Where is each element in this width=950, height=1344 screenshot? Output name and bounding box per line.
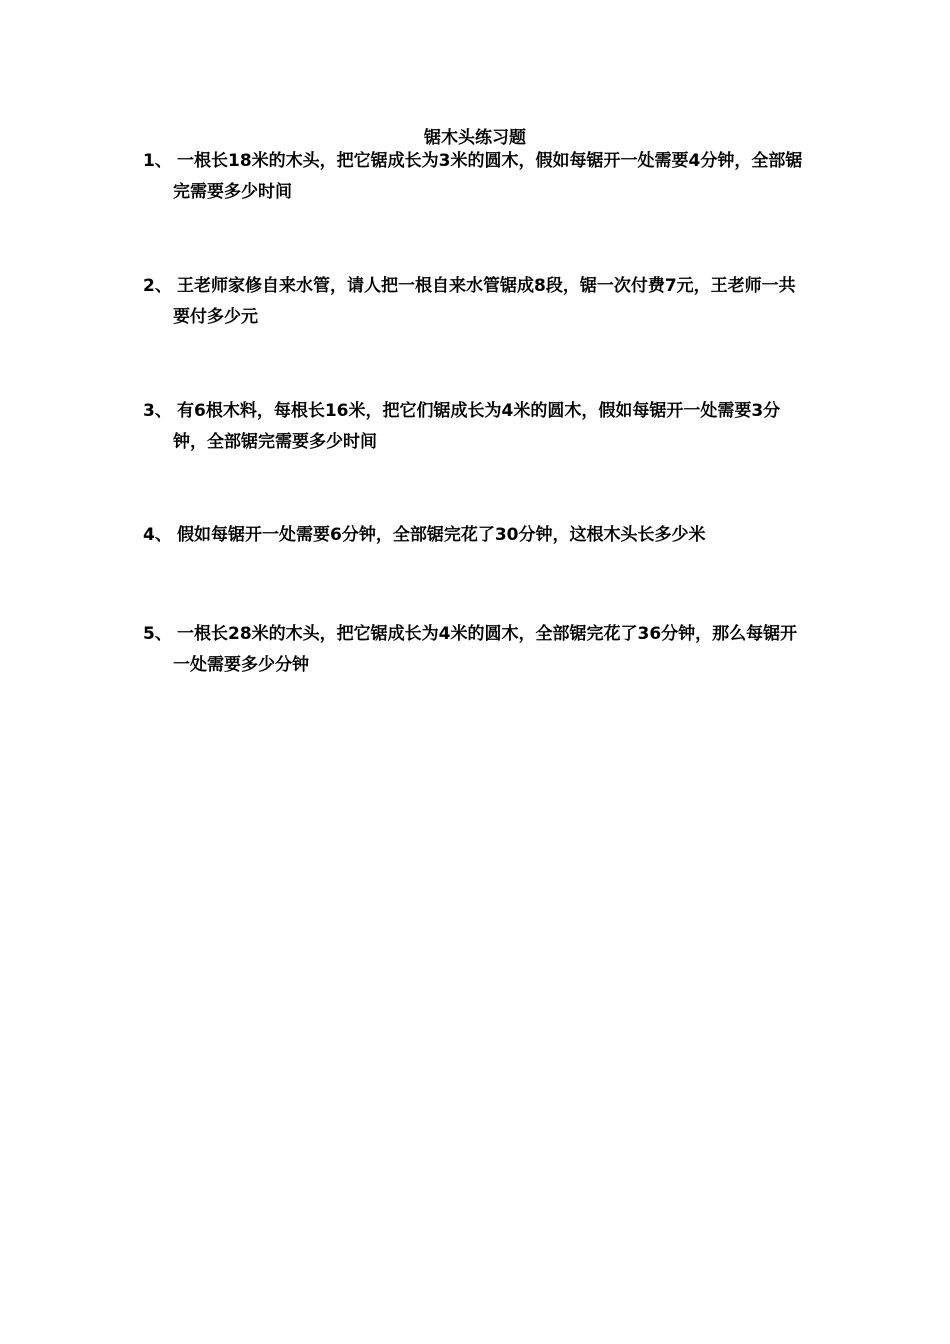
- question-number: 3、: [143, 401, 172, 421]
- question-number: 1、: [143, 151, 172, 171]
- question-text: 有6根木料，每根长16米，把它们锯成长为4米的圆木，假如每锯开一处需要3分钟，全部锯完需要多少时间: [173, 401, 781, 452]
- question-text: 王老师家修自来水管，请人把一根自来水管锯成8段，锯一次付费7元，王老师一共要付多少元: [173, 276, 796, 327]
- question-text: 一根长18米的木头，把它锯成长为3米的圆木，假如每锯开一处需要4分钟，全部锯完需要多少时间: [173, 151, 803, 202]
- question-item: [143, 619, 811, 681]
- question-number: 4、: [143, 525, 172, 545]
- question-number: 2、: [143, 276, 172, 296]
- page-title: 锯木头练习题: [424, 128, 526, 148]
- question-item: [143, 271, 811, 333]
- question-item: [143, 146, 811, 208]
- question-number: 5、: [143, 624, 172, 644]
- question-text: 一根长28米的木头，把它锯成长为4米的圆木，全部锯完花了36分钟，那么每锯开一处需要多少分钟: [173, 624, 798, 675]
- question-item: [143, 396, 811, 458]
- question-item: [143, 520, 811, 551]
- question-text: 假如每锯开一处需要6分钟，全部锯完花了30分钟，这根木头长多少米: [177, 525, 706, 545]
